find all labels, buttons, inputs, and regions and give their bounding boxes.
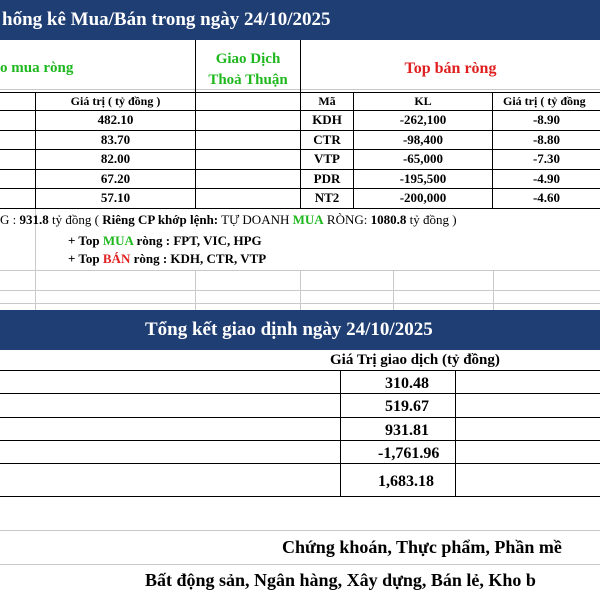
grid-line [393, 270, 394, 310]
row-line [0, 496, 600, 497]
sell-kl-header: KL [414, 94, 432, 108]
buy-header: o mua ròng [0, 60, 74, 76]
sell-value-header: Giá trị ( tỷ đồng [503, 94, 586, 108]
summary-total: 931.8 [19, 212, 49, 227]
row-line [0, 149, 600, 150]
summary-part: tỷ đồng ) [406, 212, 457, 227]
summary-part: G : [0, 212, 20, 227]
row-line [0, 130, 600, 131]
sell-code-cell: NT2 [314, 190, 340, 206]
top-sell-word: BÁN [102, 251, 131, 266]
buy-value-cell: 67.20 [100, 170, 131, 186]
top-buy-word: MUA [102, 233, 134, 248]
top-buy-prefix: + Top [68, 233, 103, 248]
summary-prop-value: 1080.8 [370, 212, 407, 227]
deal-header-line-2: Thoả Thuận [208, 72, 288, 88]
column-divider [340, 370, 341, 496]
sell-value-cell: -7.30 [532, 151, 561, 167]
row-line [0, 370, 600, 371]
summary-part: tỷ đồng ( [48, 212, 103, 227]
sell-code-cell: KDH [312, 112, 342, 127]
summary-value: 1,683.18 [378, 473, 434, 490]
sell-code-cell: VTP [314, 151, 340, 167]
top-sell-line [68, 251, 266, 267]
grid-line [0, 530, 600, 531]
grid-line [195, 270, 196, 310]
row-line [0, 417, 600, 418]
summary-part: Riêng CP khớp lệnh: [102, 212, 219, 227]
summary-mua: MUA [292, 212, 324, 227]
summary-value: 519.67 [385, 398, 429, 415]
deal-header-line-1: Giao Dịch [215, 51, 281, 67]
bottom-title-bar [0, 310, 600, 350]
sell-value-cell: -4.90 [532, 170, 561, 186]
summary-value: 310.48 [385, 375, 429, 392]
sectors-line-2: Bất động sản, Ngân hàng, Xây dựng, Bán lẻ, Kho b [145, 570, 536, 590]
row-line [0, 440, 600, 441]
summary-part: TỰ DOANH [218, 212, 293, 227]
summary-table [0, 350, 600, 498]
sell-value-cell: -8.80 [532, 131, 561, 147]
column-divider [455, 370, 456, 496]
top-sell-prefix: + Top [68, 251, 103, 266]
buy-value-cell: 482.10 [97, 112, 134, 127]
sell-kl-cell: -262,100 [399, 112, 447, 127]
buy-value-cell: 57.10 [100, 190, 131, 206]
row-line [0, 188, 600, 189]
row-line [0, 463, 600, 464]
bottom-title: Tổng kết giao dịnh ngày 24/10/2025 [145, 319, 433, 340]
summary-part: RÒNG: [323, 212, 371, 227]
summary-value: -1,761.96 [378, 445, 440, 462]
top-buy-suffix: ròng : FPT, VIC, HPG [133, 233, 262, 248]
top-sell-suffix: ròng : KDH, CTR, VTP [130, 251, 267, 266]
sell-kl-cell: -195,500 [399, 170, 447, 186]
buy-value-cell: 82.00 [100, 151, 131, 167]
row-line [0, 169, 600, 170]
sell-header: Top bán ròng [404, 60, 497, 77]
sell-value-cell: -4.60 [532, 190, 561, 206]
grid-line [493, 270, 494, 310]
grid-line [300, 270, 301, 310]
grid-line [0, 564, 600, 565]
top-title-bar [0, 0, 600, 40]
value-header: Giá Trị giao dịch (tỷ đồng) [330, 352, 500, 368]
summary-line [0, 212, 457, 228]
top-buy-line [68, 233, 262, 249]
deal-header [196, 49, 300, 91]
summary-value: 931.81 [385, 422, 429, 439]
sell-code-header: Mã [318, 94, 336, 108]
row-line [0, 393, 600, 394]
buy-value-cell: 83.70 [100, 131, 131, 147]
sell-code-cell: PDR [313, 170, 341, 186]
sell-kl-cell: -98,400 [402, 131, 444, 147]
sell-kl-cell: -65,000 [402, 151, 444, 167]
buy-value-header: Giá trị ( tỷ đồng ) [70, 94, 161, 108]
sell-code-cell: CTR [313, 131, 341, 147]
top-title: hống kê Mua/Bán trong ngày 24/10/2025 [2, 9, 331, 30]
sell-kl-cell: -200,000 [399, 190, 447, 206]
row-line [0, 208, 600, 209]
sell-value-cell: -8.90 [532, 112, 561, 127]
sectors-line-1: Chứng khoán, Thực phẩm, Phần mề [282, 537, 562, 557]
